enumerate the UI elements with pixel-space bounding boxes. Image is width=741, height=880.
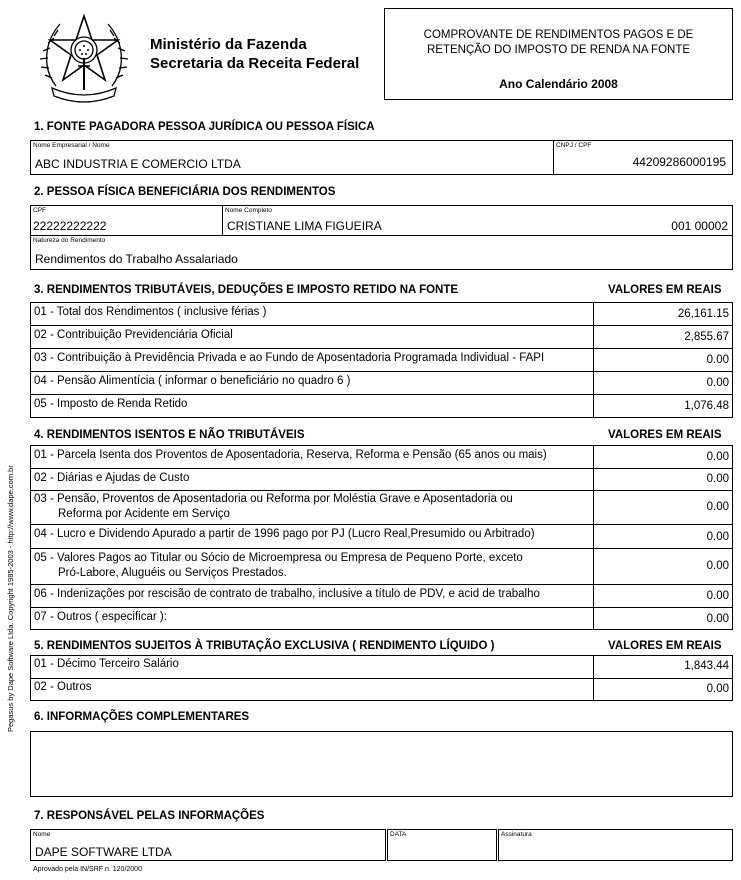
s3-row-02-desc: 02 - Contribuição Previdenciária Oficial	[34, 329, 233, 341]
section-5-values-header: VALORES EM REAIS	[608, 640, 722, 652]
section-3-values-header: VALORES EM REAIS	[608, 284, 722, 296]
section-4-title: 4. RENDIMENTOS ISENTOS E NÃO TRIBUTÁVEIS	[34, 429, 305, 441]
s4-row-04-desc: 04 - Lucro e Dividendo Apurado a partir de 1996 pago por PJ (Lucro Real,Presumido ou Arbitrado)	[34, 528, 535, 540]
coat-of-arms-icon	[38, 8, 130, 104]
beneficiary-code: 001 00002	[671, 219, 728, 233]
s4-row-03-value: 0.00	[706, 501, 729, 513]
complementary-info-box	[30, 731, 733, 797]
s4-row-01-desc: 01 - Parcela Isenta dos Proventos de Aposentadoria, Reserva, Reforma e Pensão (65 anos ou mais)	[34, 449, 547, 461]
income-nature: Rendimentos do Trabalho Assalariado	[35, 252, 238, 266]
s4-row-03-desc-line2: Reforma por Acidente em Serviço	[58, 508, 230, 520]
s4-row-05-desc-line2: Pró-Labore, Aluguéis ou Serviços Prestados.	[58, 567, 287, 579]
payer-name: ABC INDUSTRIA E COMERCIO LTDA	[35, 157, 241, 171]
responsible-name: DAPE SOFTWARE LTDA	[35, 845, 172, 859]
secretariat-name: Secretaria da Receita Federal	[150, 55, 360, 72]
s4-row-05-value: 0.00	[706, 560, 729, 572]
s3-row-02-value: 2,855.67	[684, 331, 729, 343]
responsible-signature-label: Assinatura	[501, 831, 532, 838]
responsible-name-label: Nome	[33, 831, 51, 838]
payer-cnpj: 44209286000195	[632, 155, 726, 169]
s3-row-05-value: 1,076.48	[684, 400, 729, 412]
s3-row-03-value: 0.00	[706, 354, 729, 366]
beneficiary-cpf: 22222222222	[33, 219, 107, 233]
s4-row-07-value: 0.00	[706, 613, 729, 625]
document-title-line1: COMPROVANTE DE RENDIMENTOS PAGOS E DE	[423, 29, 694, 41]
payer-cnpj-label: CNPJ / CPF	[556, 142, 592, 149]
calendar-year: Ano Calendário 2008	[499, 77, 618, 91]
section-4-values-header: VALORES EM REAIS	[608, 429, 722, 441]
section-3-title: 3. RENDIMENTOS TRIBUTÁVEIS, DEDUÇÕES E IMPOSTO RETIDO NA FONTE	[34, 284, 459, 296]
s3-row-04-desc: 04 - Pensão Alimentícia ( informar o beneficiário no quadro 6 )	[34, 375, 351, 387]
s5-row-02-value: 0.00	[706, 683, 729, 695]
beneficiary-cpf-label: CPF	[33, 207, 46, 214]
s4-row-01-value: 0.00	[706, 451, 729, 463]
s4-row-02-value: 0.00	[706, 473, 729, 485]
s4-row-04-value: 0.00	[706, 531, 729, 543]
side-copyright-text: Pegasus by Dape Software Ltda. Copyright 1985-2003 - http://www.dape.com.br	[6, 465, 15, 732]
section-6-title: 6. INFORMAÇÕES COMPLEMENTARES	[34, 711, 250, 723]
s3-row-05-desc: 05 - Imposto de Renda Retido	[34, 398, 188, 410]
approval-footer: Aprovado pela IN/SRF n. 120/2000	[33, 866, 142, 873]
beneficiary-name: CRISTIANE LIMA FIGUEIRA	[227, 219, 382, 233]
responsible-signature-box	[498, 829, 733, 861]
s3-row-01-desc: 01 - Total dos Rendimentos ( inclusive férias )	[34, 306, 267, 318]
s5-row-02-desc: 02 - Outros	[34, 681, 92, 693]
section-7-title: 7. RESPONSÁVEL PELAS INFORMAÇÕES	[34, 810, 265, 822]
s4-row-06-desc: 06 - Indenizações por rescisão de contrato de trabalho, inclusive a título de PDV, e acid de trabalho	[34, 588, 540, 600]
s4-row-02-desc: 02 - Diárias e Ajudas de Custo	[34, 472, 190, 484]
section-1-title: 1. FONTE PAGADORA PESSOA JURÍDICA OU PESSOA FÍSICA	[34, 121, 375, 133]
document-title-box	[384, 8, 733, 100]
s4-row-07-desc: 07 - Outros ( especificar ):	[34, 611, 167, 623]
beneficiary-name-label: Nome Completo	[225, 207, 272, 214]
ministry-name: Ministério da Fazenda	[150, 36, 307, 53]
s4-row-05-desc: 05 - Valores Pagos ao Titular ou Sócio de Microempresa ou Empresa de Pequeno Porte, exceto	[34, 552, 523, 564]
s5-row-01-value: 1,843.44	[684, 660, 729, 672]
s5-row-01-desc: 01 - Décimo Terceiro Salário	[34, 658, 179, 670]
section-5-title: 5. RENDIMENTOS SUJEITOS À TRIBUTAÇÃO EXCLUSIVA ( RENDIMENTO LÍQUIDO )	[34, 640, 495, 652]
section-2-title: 2. PESSOA FÍSICA BENEFICIÁRIA DOS RENDIMENTOS	[34, 186, 336, 198]
s3-row-01-value: 26,161.15	[677, 308, 729, 320]
document-title-line2: RETENÇÃO DO IMPOSTO DE RENDA NA FONTE	[426, 44, 691, 56]
s3-row-04-value: 0.00	[706, 377, 729, 389]
responsible-date-label: DATA	[390, 831, 407, 838]
s4-row-06-value: 0.00	[706, 590, 729, 602]
s3-row-03-desc: 03 - Contribuição à Previdência Privada e ao Fundo de Aposentadoria Programada Individual - FAPI	[34, 352, 545, 364]
s4-row-03-desc: 03 - Pensão, Proventos de Aposentadoria ou Reforma por Moléstia Grave e Aposentadoria ou	[34, 493, 513, 505]
income-nature-label: Natureza do Rendimento	[33, 237, 106, 244]
payer-name-label: Nome Empresarial / Nome	[33, 142, 110, 149]
